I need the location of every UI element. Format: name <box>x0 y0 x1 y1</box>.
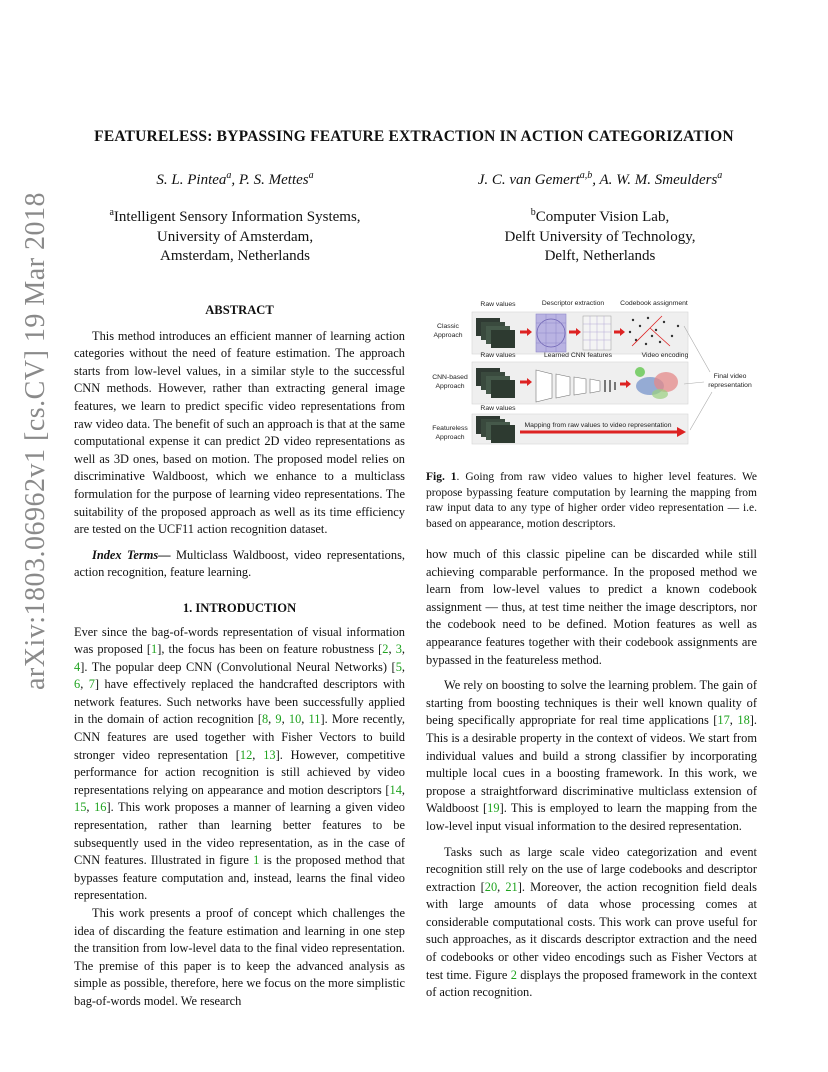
label-cnn-based: CNN-based <box>432 374 468 381</box>
header-learned-cnn: Learned CNN features <box>543 352 613 359</box>
citation-link[interactable]: 19 <box>487 801 500 816</box>
label-mapping: Mapping from raw values to video representation <box>524 422 672 429</box>
figure-link[interactable]: 1 <box>253 853 260 868</box>
header-raw-values: Raw values <box>480 301 516 308</box>
introduction-heading: 1. INTRODUCTION <box>182 600 297 615</box>
label-classic-approach: Approach <box>433 332 463 339</box>
header-descriptor-extraction: Descriptor extraction <box>541 300 605 307</box>
left-column <box>74 302 405 1011</box>
authors-left: S. L. Pintea$^a$, P. S. Mettes$^a$ <box>156 170 314 188</box>
label-cnn-approach: Approach <box>435 383 465 390</box>
index-terms: Index Terms— Multiclass Waldboost, video representations, action recognition, feature learning. <box>74 547 405 580</box>
header-raw-values-3: Raw values <box>480 405 516 412</box>
citation-link[interactable]: 9 <box>275 712 282 727</box>
citation-link[interactable]: 11 <box>308 712 321 727</box>
arxiv-identifier: arXiv:1803.06962v1 [cs.CV] 19 Mar 2018 <box>20 191 51 690</box>
citation-link[interactable]: 16 <box>94 800 107 815</box>
intro-paragraph-2: This work presents a proof of concept which challenges the idea of discarding the feature estimation and learning in one step the transition from low-level data to the final video representation. The premise of this paper is to keep the advanced analysis as simple as possible, therefore, here we focus on the more simplistic bag-of-words model. We research <box>74 906 405 1008</box>
intro-paragraph-1: Ever since the bag-of-words representation of visual information was proposed [1], the focus has been on feature robustness [2, 3, 4]. The popular deep CNN (Convolutional Neural Networks) [5, 6, 7] have effectively replaced the handcrafted descriptors with network features. Such networks have been successfully applied in the domain of action recognition [8, 9, 10, 11]. More recently, CNN features are used together with Fisher Vectors to build stronger video representation [12, 13]. However, competitive performance for action recognition is still achieved by video representations relying on appearance and motion descriptors [14, 15, 16]. This work proposes a manner of learning a given video representation, rather than learning better features to be subsequently used in the video representation, as in the case of CNN features. Illustrated in figure 1 is the proposed method that bypasses feature computation and, instead, learns the final video representation. <box>74 624 406 903</box>
label-final-video: Final video <box>713 373 747 380</box>
authors-right: J. C. van Gemert$^{a,b}$, A. W. M. Smeulders$^a$ <box>477 170 723 188</box>
affiliation-right: $^b$Computer Vision Lab, Delft University of Technology, Delft, Netherlands <box>504 207 696 264</box>
citation-link[interactable]: 6 <box>74 677 81 692</box>
citation-link[interactable]: 18 <box>737 713 750 728</box>
abstract-heading: ABSTRACT <box>205 303 274 317</box>
header-codebook-assignment: Codebook assignment <box>620 300 688 307</box>
label-final-representation: representation <box>708 382 752 389</box>
right-paragraph-2: We rely on boosting to solve the learning problem. The gain of starting from boosting techniques is their well known quality of being specifically appropriate for real time applications [17, 18]. This is a desirable property in the context of videos. We start from individual values and build a strong classifier by incorporating multiple local cues in a boosting framework. In this work, we propose a straightforward discriminative multiclass extension of Waldboost [19]. This is employed to learn the mapping from the low-level input visual information to the desired representation. <box>426 678 757 833</box>
citation-link[interactable]: 4 <box>74 659 81 674</box>
right-column <box>426 546 757 1002</box>
label-featureless-approach: Approach <box>435 434 465 441</box>
figure-1 <box>428 296 763 446</box>
citation-link[interactable]: 17 <box>717 713 730 728</box>
header-raw-values-2: Raw values <box>480 352 516 359</box>
label-classic: Classic <box>437 323 459 330</box>
citation-link[interactable]: 12 <box>239 747 253 762</box>
citation-link[interactable]: 8 <box>261 712 269 727</box>
descriptor-grid <box>536 314 566 352</box>
citation-link[interactable]: 14 <box>389 782 402 797</box>
abstract-text: This method introduces an efficient manner of learning action categories without the need of feature estimation. The approach starts from low-level values, in a similar style to the successful CNN methods. However, rather than extracting general image features, we learn to predict specific video representations from raw video data. The benefit of such an approach is that at the same computational expense it can predict 2D video representations as well as 3D ones, based on motion. The proposed model relies on discriminative Waldboost, which we enhance to a multiclass formulation for the purpose of learning video representations. The suitability of the proposed approach as well as its time efficiency are tested on the UCF11 action recognition dataset. <box>74 328 405 537</box>
citation-link[interactable]: 7 <box>88 677 95 692</box>
right-paragraph-1: how much of this classic pipeline can be discarded while still achieving comparable performance. In the proposed method we learn from low-level values to predict a known codebook assignment — thus, at test time neither the image descriptors, nor the codebook need to be defined. Motion features as well as appearance features together with their codebook assignments are bypassed in the featureless method. <box>426 547 757 667</box>
citation-link[interactable]: 20 <box>484 879 498 894</box>
citation-link[interactable]: 13 <box>263 747 276 762</box>
label-featureless: Featureless <box>432 425 468 432</box>
figure-caption: Fig. 1. Going from raw video values to higher level features. We propose bypassing feature computation by learning the mapping from raw input data to any type of higher order video representation — i.e. based on appearance, motion descriptors. <box>426 471 757 530</box>
citation-link[interactable]: 2 <box>382 642 389 657</box>
figure-link[interactable]: 2 <box>510 967 517 982</box>
citation-link[interactable]: 21 <box>505 879 518 894</box>
citation-link[interactable]: 15 <box>74 800 87 815</box>
citation-link[interactable]: 3 <box>395 642 402 657</box>
header-video-encoding: Video encoding <box>641 352 689 359</box>
affiliation-left: $^a$Intelligent Sensory Information Systems, University of Amsterdam, Amsterdam, Netherlands <box>109 207 361 264</box>
citation-link[interactable]: 5 <box>395 659 402 674</box>
right-paragraph-3: Tasks such as large scale video categorization and event recognition still rely on the use of large codebooks and descriptor extraction [20, 21]. Moreover, the action recognition field deals with large amounts of data whose processing comes at considerable computational costs. This work can prove useful for such approaches, as it discards descriptor extraction and the need of codebooks or other video encodings such as Fisher Vectors at test time. Figure 2 displays the proposed framework in the context of action recognition. <box>426 844 757 1000</box>
citation-link[interactable]: 1 <box>151 642 158 657</box>
citation-link[interactable]: 10 <box>288 712 302 727</box>
descriptor-matrix <box>583 316 611 350</box>
paper-title: FEATURELESS: BYPASSING FEATURE EXTRACTION IN ACTION CATEGORIZATION <box>94 128 734 145</box>
